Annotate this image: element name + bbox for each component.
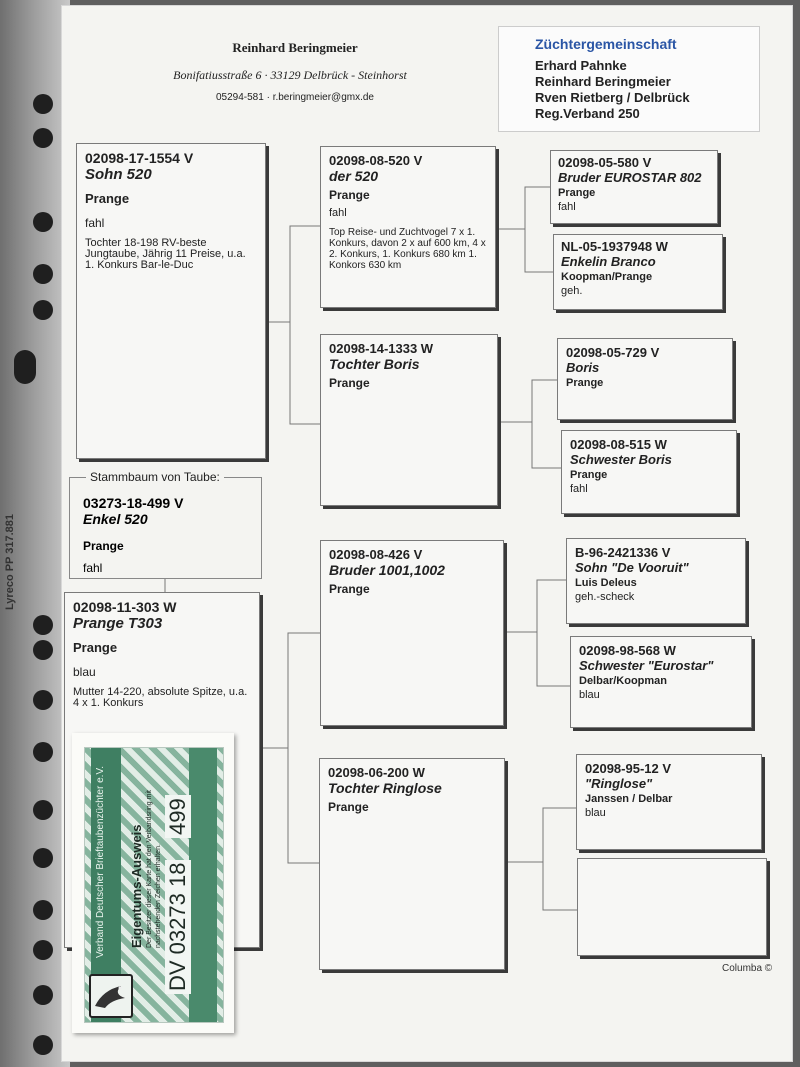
zg-line: Erhard Pahnke <box>535 58 627 73</box>
pedigree-box-fm <box>320 334 498 506</box>
color: blau <box>579 689 600 701</box>
pigeon-name: "Ringlose" <box>585 776 653 791</box>
ring-number: 02098-08-426 V <box>329 547 423 562</box>
pigeon-name: Sohn 520 <box>85 166 152 183</box>
pigeon-name: Tochter Ringlose <box>328 780 442 796</box>
zg-line: Reinhard Beringmeier <box>535 74 671 89</box>
punch-hole <box>33 900 53 920</box>
ring-number: NL-05-1937948 W <box>561 239 668 254</box>
pedigree-box-fmm <box>561 430 737 514</box>
breeder: Prange <box>73 640 118 655</box>
ring-number: 02098-08-515 W <box>570 437 667 452</box>
breeder-contact: 05294-581 · r.beringmeier@gmx.de <box>215 92 374 103</box>
breeder: Luis Deleus <box>575 577 637 589</box>
ring-number: 02098-06-200 W <box>328 765 425 780</box>
color: blau <box>585 807 606 819</box>
punch-hole <box>33 800 53 820</box>
punch-hole <box>33 94 53 114</box>
breeder-name: Reinhard Beringmeier <box>232 40 358 55</box>
zg-title: Züchtergemeinschaft <box>535 36 677 52</box>
performance-note: Mutter 14-220, absolute Spitze, u.a. 4 x 1. Konkurs <box>73 686 248 709</box>
color: fahl <box>329 207 347 219</box>
card-band <box>189 748 217 1023</box>
pedigree-box-mmf <box>576 754 762 850</box>
breeder: Prange <box>329 582 370 596</box>
pedigree-box-father <box>76 143 266 459</box>
punch-hole <box>33 264 53 284</box>
breeder: Prange <box>329 376 370 390</box>
pigeon-name: Sohn "De Vooruit" <box>575 560 689 575</box>
ring-number: 03273-18-499 V <box>83 495 184 511</box>
pedigree-box-mm <box>319 758 505 970</box>
pedigree-box-mmm <box>577 858 767 956</box>
pedigree-box-mfm <box>570 636 752 728</box>
punch-hole <box>33 300 53 320</box>
ring-number: 02098-05-729 V <box>566 345 660 360</box>
pigeon-name: Schwester Boris <box>570 452 672 467</box>
ring-number: 02098-98-568 W <box>579 643 676 658</box>
punch-hole <box>33 690 53 710</box>
pigeon-name: der 520 <box>329 168 379 184</box>
pigeon-name: Enkel 520 <box>83 511 148 527</box>
pedigree-box-ffm <box>553 234 723 310</box>
breeder: Janssen / Delbar <box>585 793 673 805</box>
breeder: Prange <box>328 800 369 814</box>
color: fahl <box>570 483 588 495</box>
ownership-card <box>72 733 234 1033</box>
ring-number: 02098-05-580 V <box>558 155 652 170</box>
sleeve-brand: Lyreco PP 317.881 <box>4 513 16 610</box>
punch-hole <box>33 640 53 660</box>
punch-hole <box>33 615 53 635</box>
breeder: Prange <box>83 539 124 553</box>
color: geh.-scheck <box>575 591 635 603</box>
punch-hole <box>33 848 53 868</box>
zg-line: Reg.Verband 250 <box>535 106 640 121</box>
punch-hole <box>14 350 36 384</box>
ring-number: 02098-08-520 V <box>329 153 423 168</box>
ring-number: 02098-17-1554 V <box>85 150 194 166</box>
ring-number: 02098-95-12 V <box>585 761 672 776</box>
pedigree-box-mf <box>320 540 504 726</box>
pigeon-name: Bruder 1001,1002 <box>329 562 445 578</box>
color: fahl <box>83 561 103 575</box>
pedigree-box-mff <box>566 538 746 624</box>
zg-line: Rven Rietberg / Delbrück <box>535 90 690 105</box>
color: fahl <box>85 216 105 230</box>
ring-number: 02098-11-303 W <box>73 599 177 615</box>
pigeon-name: Bruder EUROSTAR 802 <box>558 170 702 185</box>
punch-hole <box>33 1035 53 1055</box>
punch-hole <box>33 742 53 762</box>
punch-hole <box>33 128 53 148</box>
color: geh. <box>561 285 583 297</box>
card-ring-number: 499 <box>165 795 191 838</box>
breeder: Prange <box>85 191 130 206</box>
pigeon-name: Enkelin Branco <box>561 254 656 269</box>
pedigree-box-ff <box>320 146 496 308</box>
copyright: Columba © <box>722 963 773 974</box>
pigeon-name: Boris <box>566 360 600 375</box>
ring-number: 02098-14-1333 W <box>329 341 434 356</box>
pigeon-logo-icon <box>89 974 133 1018</box>
breeder-address: Bonifatiusstraße 6 · 33129 Delbrück - Steinhorst <box>173 68 407 82</box>
breeder: Delbar/Koopman <box>579 675 668 687</box>
breeder: Koopman/Prange <box>561 271 653 283</box>
breeder: Prange <box>570 469 608 481</box>
card-inner <box>84 747 224 1023</box>
pigeon-name: Tochter Boris <box>329 356 420 372</box>
card-fine-print: Der Besitzer dieser Karte hat den Verbandsring mit nachstehenden Zeichen erhalten. <box>146 790 162 948</box>
punch-hole <box>33 940 53 960</box>
ring-number: B-96-2421336 V <box>575 545 671 560</box>
subject-pigeon <box>83 495 183 575</box>
pigeon-name: Prange T303 <box>73 615 163 632</box>
breeder: Prange <box>558 187 596 199</box>
punch-hole <box>33 985 53 1005</box>
pigeon-name: Schwester "Eurostar" <box>579 658 714 673</box>
breeder: Prange <box>566 377 604 389</box>
stammbaum-label: Stammbaum von Taube: <box>86 470 224 484</box>
pedigree-box-fff <box>550 150 718 224</box>
card-ring-code: DV 03273 18 <box>165 860 191 994</box>
performance-note: Tochter 18-198 RV-beste Jungtaube, Jährig 11 Preise, u.a. 1. Konkurs Bar-le-Duc <box>85 237 246 271</box>
punch-hole <box>33 212 53 232</box>
color: blau <box>73 665 96 679</box>
performance-note: Top Reise- und Zuchtvogel 7 x 1. Konkurs, davon 2 x auf 600 km, 4 x 2. Konkurs, 1. Konkurs 680 km 1. Konkors 630 km <box>329 227 486 271</box>
card-title: Eigentums-Ausweis <box>129 824 144 948</box>
pedigree-box-fmf <box>557 338 733 420</box>
card-org: Verband Deutscher Brieftaubenzüchter e.V. <box>95 766 106 958</box>
breeder: Prange <box>329 188 370 202</box>
zuechtergemeinschaft-box <box>498 26 760 132</box>
color: fahl <box>558 201 576 213</box>
